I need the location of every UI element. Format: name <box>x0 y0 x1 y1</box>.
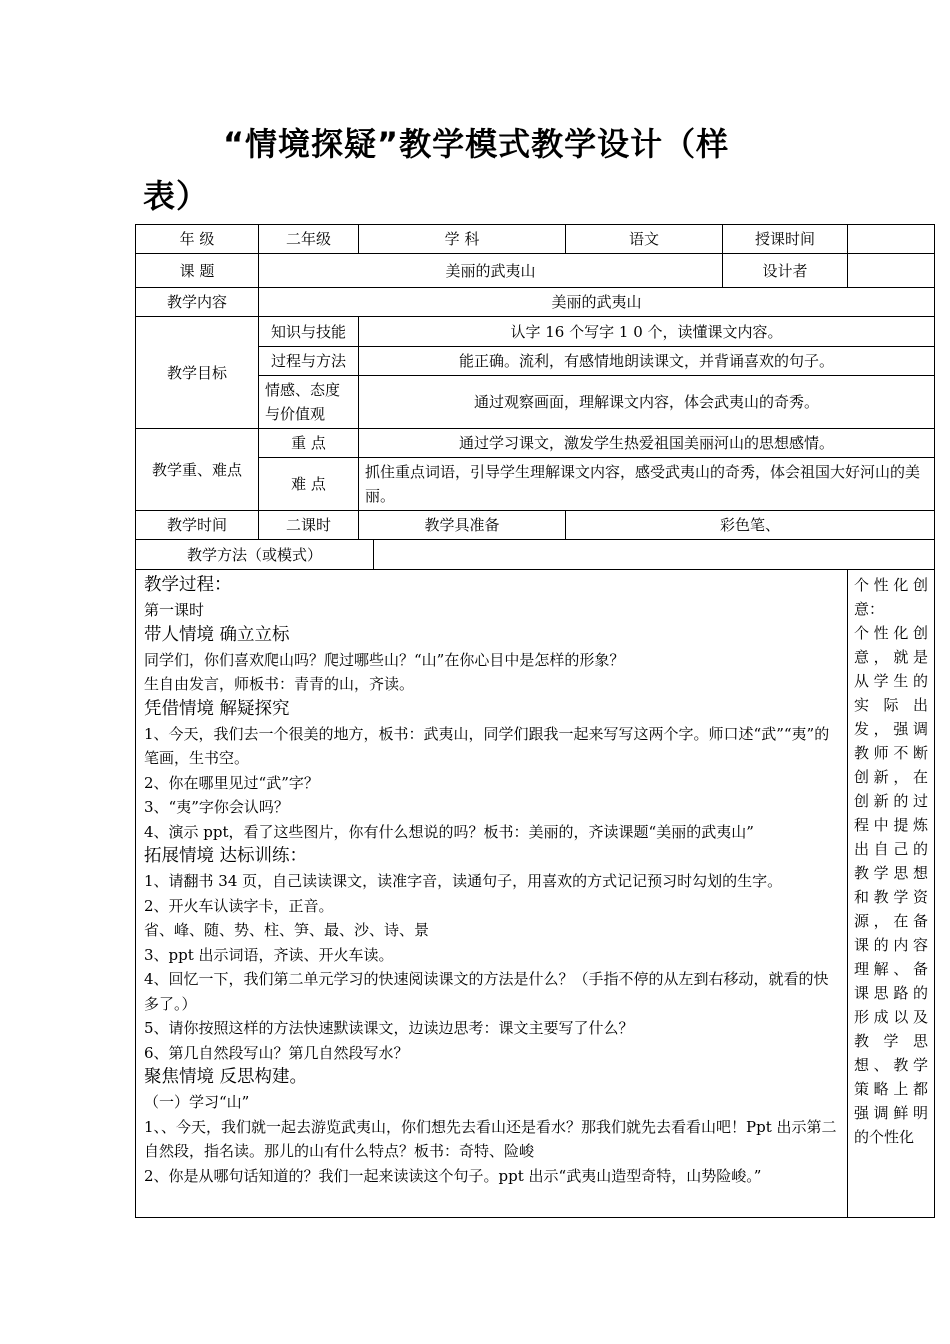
row-grade <box>136 225 935 254</box>
process-line: 凭借情境 解疑探究 <box>144 698 290 719</box>
row-focus <box>136 429 935 458</box>
difficulty-label: 难 点 <box>259 458 359 511</box>
subject-value: 语文 <box>566 225 723 254</box>
process-line: 3、ppt 出示词语，齐读、开火车读。 <box>144 945 394 964</box>
process-line: （一）学习“山” <box>144 1093 250 1111</box>
goal-3-value: 通过观察画面，理解课文内容，体会武夷山的奇秀。 <box>359 376 935 429</box>
title-line-1: “情境探疑”教学模式教学设计（样 <box>223 125 730 163</box>
keypoints-label: 教学重、难点 <box>136 429 259 511</box>
method-value <box>374 540 935 570</box>
goal-3-label: 情感、态度与价值观 <box>259 376 359 429</box>
process-line: 2、开火车认读字卡，正音。 <box>144 896 334 915</box>
process-line: 1、、今天，我们就一起去游览武夷山，你们想先去看山还是看水？那我们就先去看看山吧！Ppt 出示第二自然段，指名读。那儿的山有什么特点？板书：奇特、险峻 <box>144 1117 837 1160</box>
process-line: 1、今天，我们去一个很美的地方，板书：武夷山，同学们跟我一起来写写这两个字。师口述“武”“夷”的笔画，生书空。 <box>144 724 830 767</box>
process-line: 省、峰、随、势、柱、笋、最、沙、诗、景 <box>144 921 430 939</box>
designer-value <box>848 254 935 288</box>
goal-1-value: 认字 16 个写字 1 0 个，读懂课文内容。 <box>359 317 935 347</box>
process-line: 聚焦情境 反思构建。 <box>144 1067 308 1087</box>
process-line: 第一课时 <box>144 601 205 619</box>
title-line-2: 表） <box>143 177 210 215</box>
row-goal-1 <box>136 317 935 347</box>
designer-label: 设计者 <box>723 254 848 288</box>
subject-label: 学 科 <box>359 225 566 254</box>
side-note-text: 个性化创意，就是从学生的实际出发，强调教师不断创新，在创新的过程中提炼出自己的教学思想和教学资源，在备课的内容理解、备课思路的形成以及教学思想、教学策略上都强调鲜明的个性化 <box>854 624 929 1146</box>
goal-2-label: 过程与方法 <box>259 347 359 376</box>
process-line: 2、你是从哪句话知道的？我们一起来读读这个句子。ppt 出示“武夷山造型奇特，山势险峻。” <box>144 1166 762 1185</box>
teaching-time-label: 教学时间 <box>136 511 259 540</box>
grade-value: 二年级 <box>259 225 359 254</box>
process-line: 生自由发言，师板书：青青的山，齐读。 <box>144 675 415 693</box>
goals-label: 教学目标 <box>136 317 259 429</box>
content-label: 教学内容 <box>136 288 259 317</box>
teaching-process <box>136 570 848 1218</box>
personalized-creativity-note <box>848 570 935 1218</box>
row-process <box>136 570 935 1218</box>
goal-2-value: 能正确。流利，有感情地朗读课文，并背诵喜欢的句子。 <box>359 347 935 376</box>
method-label: 教学方法（或模式） <box>136 540 374 570</box>
process-line: 4、演示 ppt，看了这些图片，你有什么想说的吗？板书：美丽的，齐读课题“美丽的武夷山” <box>144 822 754 841</box>
grade-label: 年 级 <box>136 225 259 254</box>
difficulty-value: 抓住重点词语，引导学生理解课文内容，感受武夷山的奇秀，体会祖国大好河山的美丽。 <box>359 458 935 511</box>
process-line: 6、第几自然段写山？第几自然段写水？ <box>144 1043 409 1062</box>
lesson-plan-table <box>135 224 935 1218</box>
side-note-title: 个性化创意： <box>854 576 929 618</box>
process-line: 带人情境 确立立标 <box>144 624 290 645</box>
tools-value: 彩色笔、 <box>566 511 935 540</box>
process-line: 教学过程： <box>144 575 232 595</box>
content-value: 美丽的武夷山 <box>259 288 935 317</box>
process-line: 4、回忆一下，我们第二单元学习的快速阅读课文的方法是什么？（手指不停的从左到右移动，就看的快多了。） <box>144 970 829 1013</box>
teaching-time-value: 二课时 <box>259 511 359 540</box>
row-topic <box>136 254 935 288</box>
focus-value: 通过学习课文，激发学生热爱祖国美丽河山的思想感情。 <box>359 429 935 458</box>
tools-label: 教学具准备 <box>359 511 566 540</box>
process-line: 5、请你按照这样的方法快速默读课文，边读边思考：课文主要写了什么？ <box>144 1019 634 1037</box>
process-line: 拓展情境 达标训练： <box>144 846 308 866</box>
document-title <box>143 118 843 222</box>
process-line: 3、“夷”字你会认吗？ <box>144 798 289 816</box>
goal-1-label: 知识与技能 <box>259 317 359 347</box>
class-time-label: 授课时间 <box>723 225 848 254</box>
row-method <box>136 540 935 570</box>
class-time-value <box>848 225 935 254</box>
row-content <box>136 288 935 317</box>
process-line: 同学们，你们喜欢爬山吗？爬过哪些山？“山”在你心目中是怎样的形象？ <box>144 650 625 669</box>
topic-label: 课 题 <box>136 254 259 288</box>
row-time-tools <box>136 511 935 540</box>
process-line: 2、你在哪里见过“武”字？ <box>144 773 319 792</box>
topic-value: 美丽的武夷山 <box>259 254 723 288</box>
focus-label: 重 点 <box>259 429 359 458</box>
process-line: 1、请翻书 34 页，自己读读课文，读准字音，读通句子，用喜欢的方式记记预习时勾划的生字。 <box>144 872 783 890</box>
